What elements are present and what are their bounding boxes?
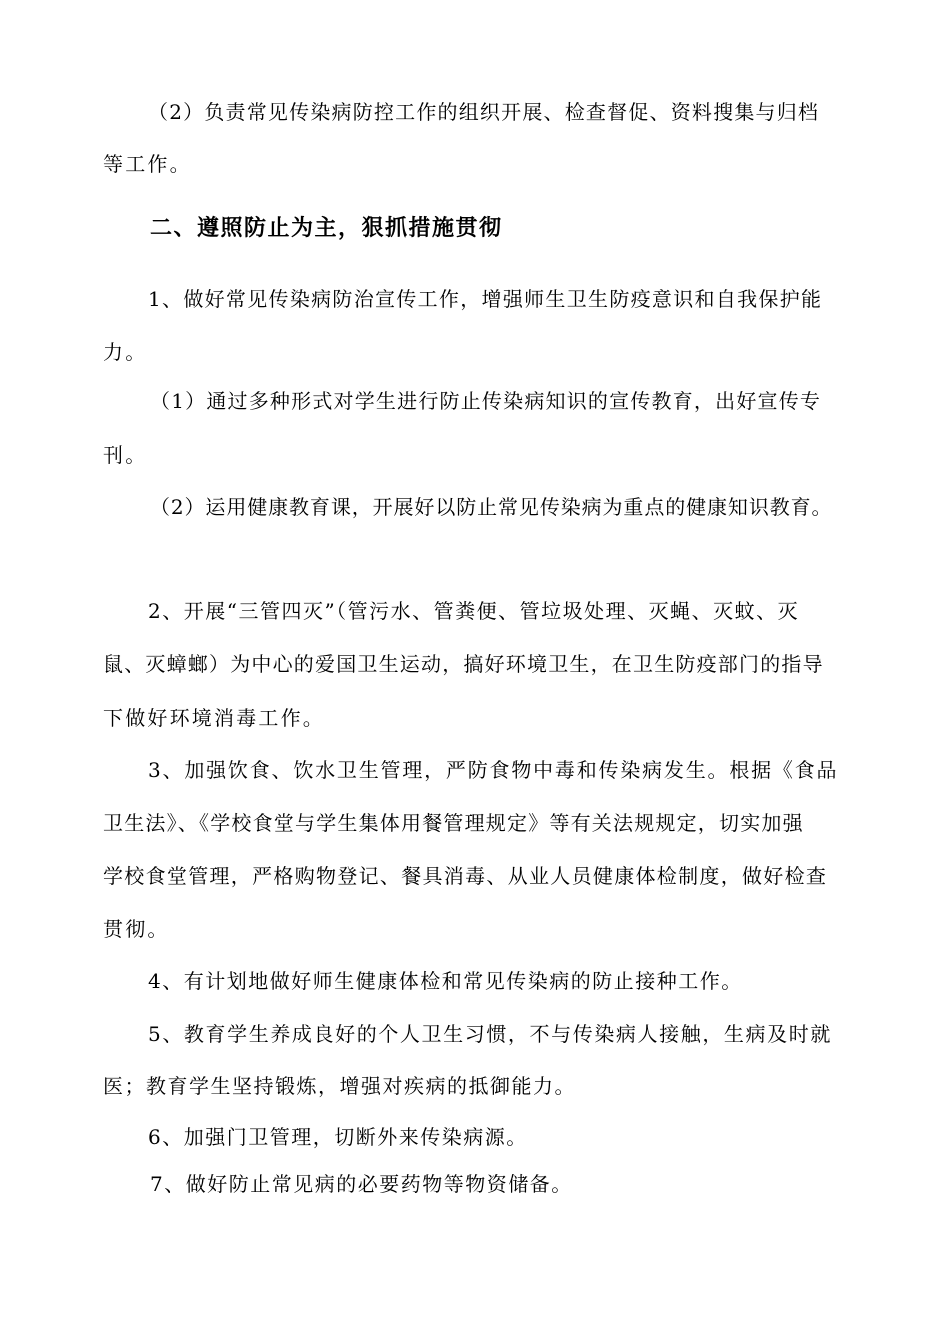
paragraph-line: 等工作。: [103, 152, 192, 176]
paragraph-line: 3、加强饮食、饮水卫生管理，严防食物中毒和传染病发生。根据《食品: [148, 758, 839, 782]
paragraph-line: 1、做好常见传染病防治宣传工作，增强师生卫生防疫意识和自我保护能: [148, 287, 823, 311]
paragraph-line: 力。: [103, 340, 148, 364]
paragraph-line: 医；教育学生坚持锻炼，增强对疾病的抵御能力。: [103, 1074, 576, 1098]
paragraph-line: （2）负责常见传染病防控工作的组织开展、检查督促、资料搜集与归档: [148, 100, 820, 124]
paragraph-line: 5、教育学生养成良好的个人卫生习惯，不与传染病人接触，生病及时就: [148, 1022, 832, 1046]
section-heading: 二、遵照防止为主，狠抓措施贯彻: [150, 216, 503, 241]
paragraph-line: 学校食堂管理，严格购物登记、餐具消毒、从业人员健康体检制度，做好检查: [103, 864, 828, 888]
paragraph-line: 鼠、灭蟑螂）为中心的爱国卫生运动，搞好环境卫生，在卫生防疫部门的指导: [103, 652, 824, 676]
paragraph-line: 7、做好防止常见病的必要药物等物资储备。: [150, 1172, 573, 1196]
paragraph-line: 卫生法》、《学校食堂与学生集体用餐管理规定》等有关法规规定，切实加强: [103, 811, 804, 835]
paragraph-line: 4、有计划地做好师生健康体检和常见传染病的防止接种工作。: [148, 969, 743, 993]
paragraph-line: 6、加强门卫管理，切断外来传染病源。: [148, 1125, 528, 1149]
paragraph-line: 下做好环境消毒工作。: [103, 706, 325, 730]
paragraph-line: 2、开展“三管四灭”（管污水、管粪便、管垃圾处理、灭蝇、灭蚊、灭: [148, 599, 800, 623]
paragraph-line: 贯彻。: [103, 917, 170, 941]
paragraph-line: （2）运用健康教育课，开展好以防止常见传染病为重点的健康知识教育。: [150, 495, 833, 519]
paragraph-line: （1）通过多种形式对学生进行防止传染病知识的宣传教育，出好宣传专: [150, 389, 822, 413]
paragraph-line: 刊。: [103, 443, 148, 467]
